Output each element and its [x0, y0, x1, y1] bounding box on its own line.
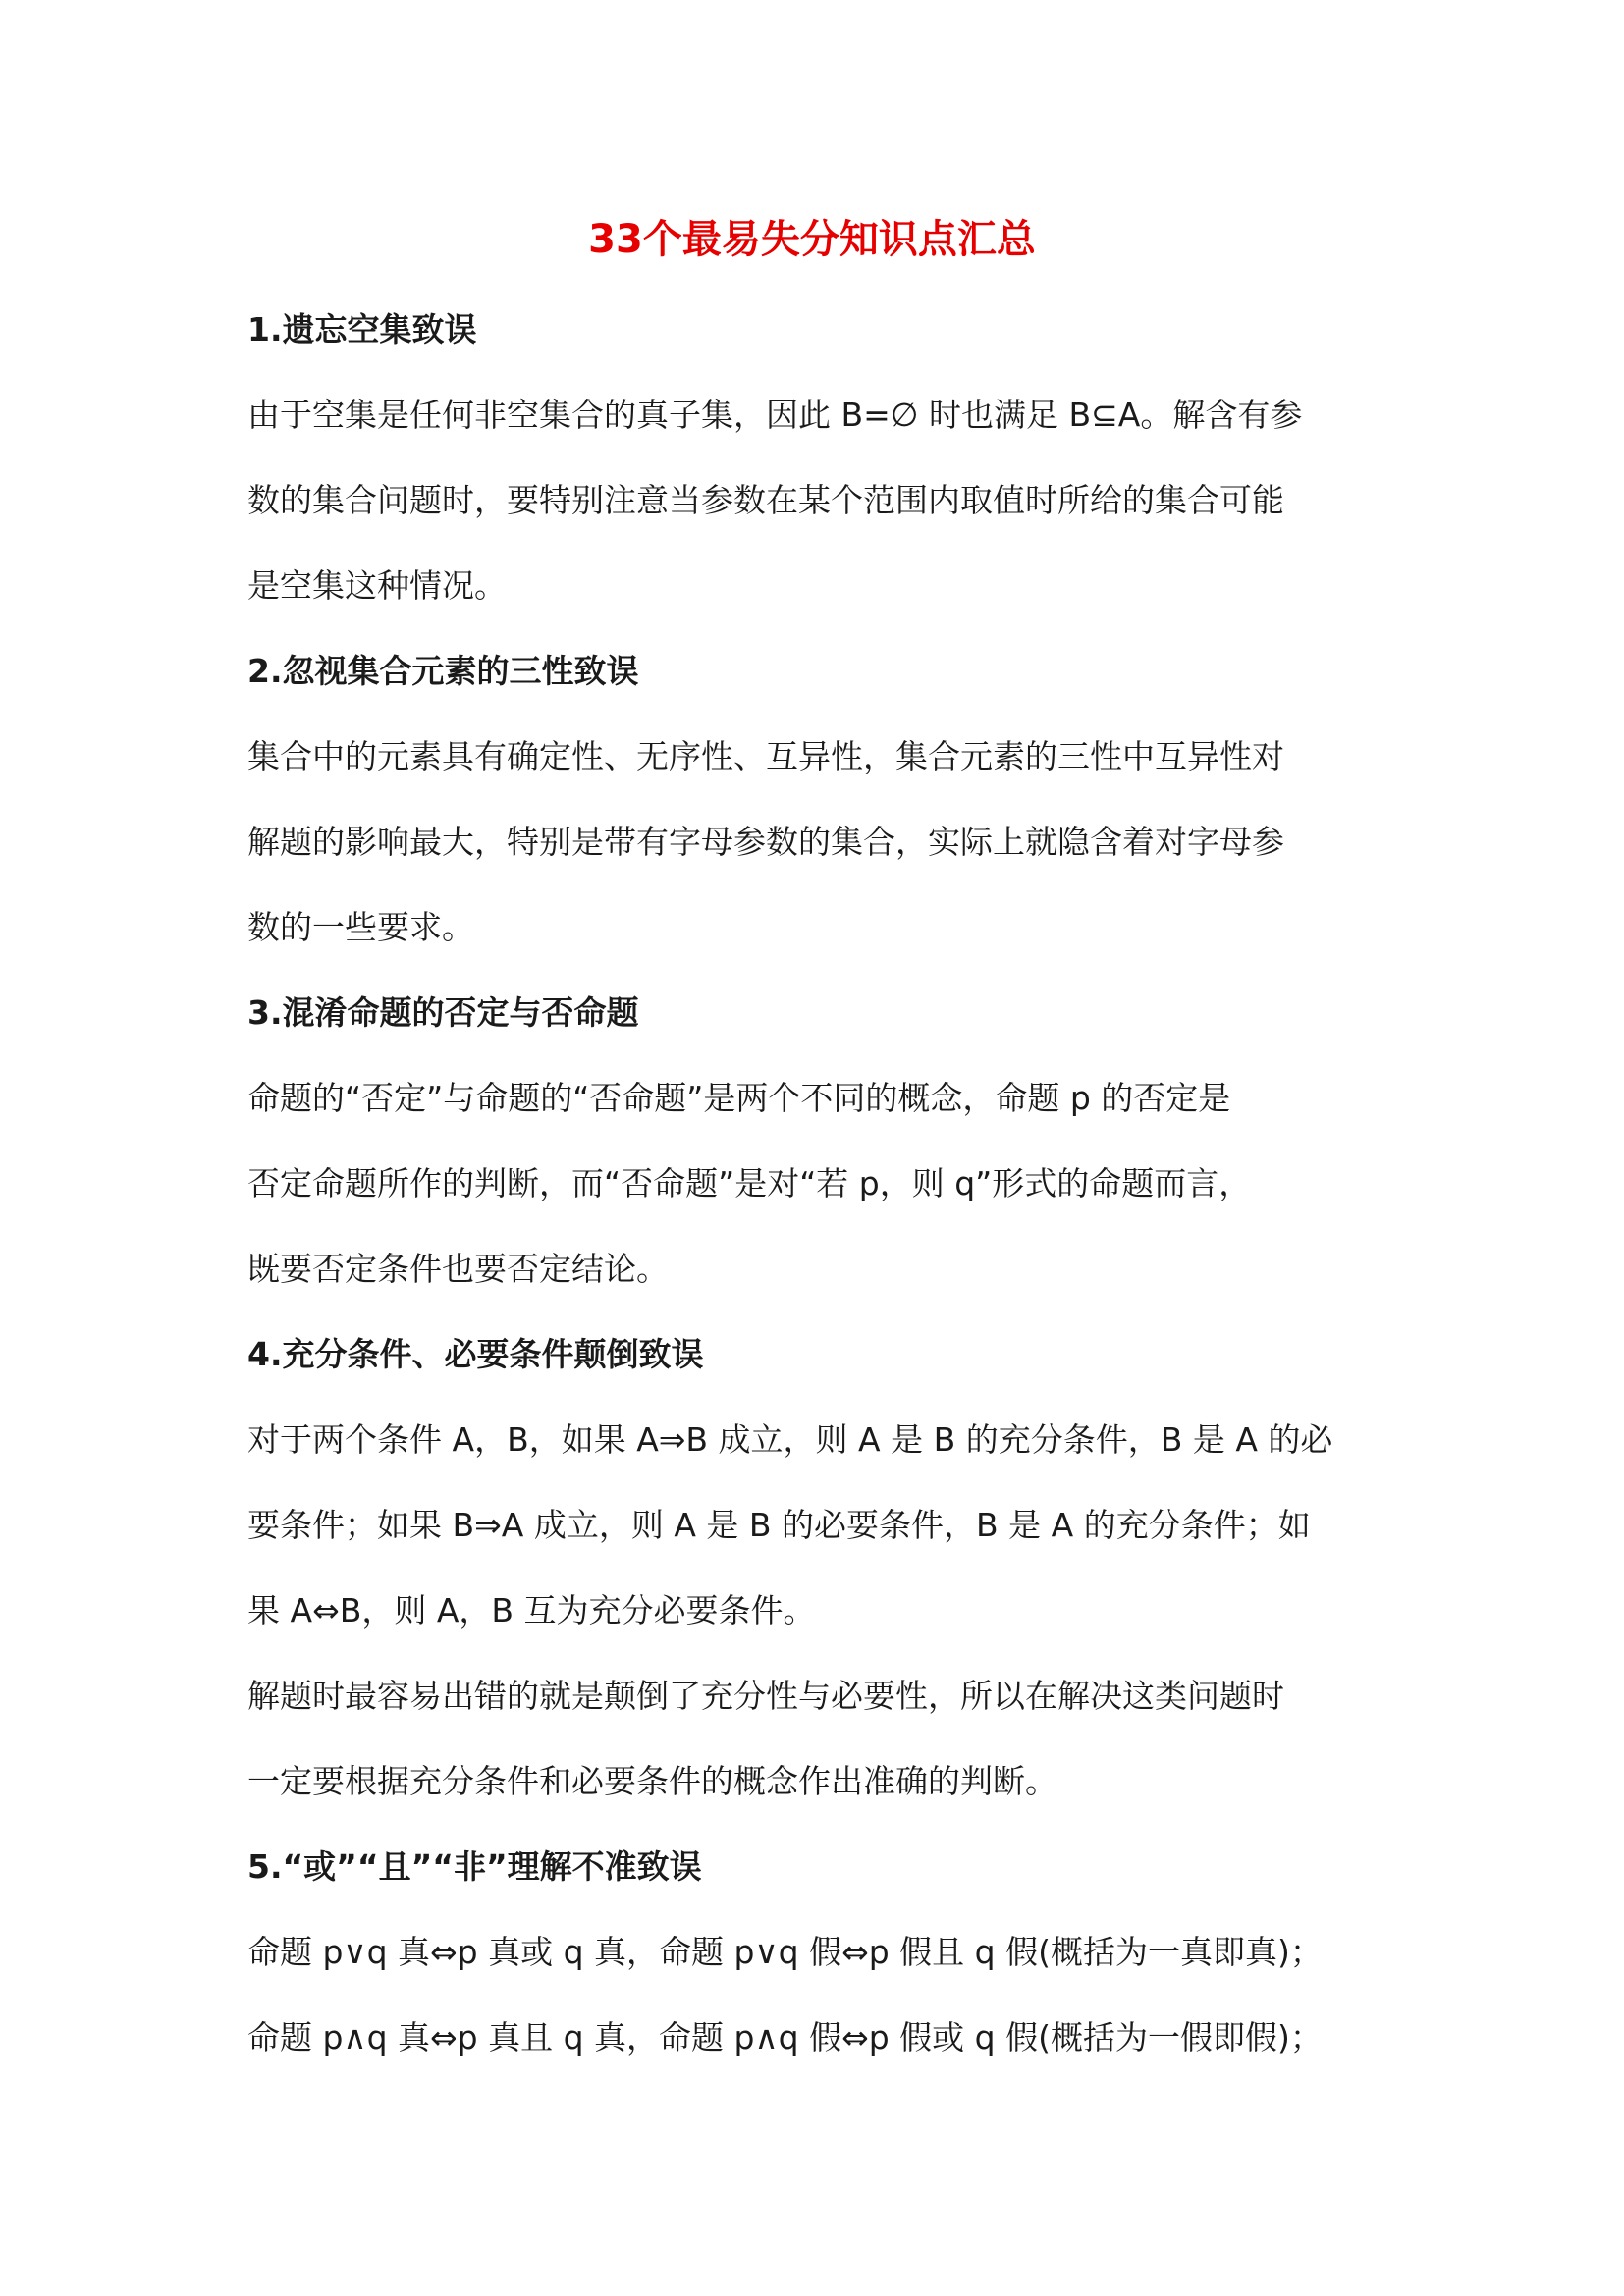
section-heading: 2.忽视集合元素的三性致误: [247, 652, 639, 690]
paragraph-line: 命题的“否定”与命题的“否命题”是两个不同的概念，命题 p 的否定是: [247, 1079, 1231, 1117]
section-4: [247, 1325, 1386, 1811]
page-title: 33个最易失分知识点汇总: [588, 217, 1036, 262]
paragraph-line: 数的集合问题时，要特别注意当参数在某个范围内取值时所给的集合可能: [247, 481, 1284, 519]
section-3: [247, 984, 1386, 1299]
document-body: [247, 300, 1386, 2094]
section-5: [247, 1838, 1386, 2067]
paragraph-line: 是空集这种情况。: [247, 566, 507, 605]
paragraph-line: 解题的影响最大，特别是带有字母参数的集合，实际上就隐含着对字母参: [247, 823, 1284, 861]
paragraph-line: 否定命题所作的判断，而“否命题”是对“若 p，则 q”形式的命题而言，: [247, 1164, 1252, 1202]
paragraph-line: 要条件；如果 B⇒A 成立，则 A 是 B 的必要条件，B 是 A 的充分条件；如: [247, 1506, 1311, 1544]
section-heading: 3.混淆命题的否定与否命题: [247, 993, 639, 1032]
section-heading: 1.遗忘空集致误: [247, 310, 477, 348]
paragraph-line: 集合中的元素具有确定性、无序性、互异性，集合元素的三性中互异性对: [247, 737, 1284, 775]
paragraph-line: 解题时最容易出错的就是颠倒了充分性与必要性，所以在解决这类问题时: [247, 1677, 1284, 1715]
paragraph-line: 既要否定条件也要否定结论。: [247, 1250, 669, 1288]
paragraph-line: 数的一些要求。: [247, 908, 474, 946]
section-1: [247, 300, 1386, 615]
paragraph-line: 对于两个条件 A，B，如果 A⇒B 成立，则 A 是 B 的充分条件，B 是 A 的必: [247, 1420, 1333, 1459]
paragraph-line: 命题 p∨q 真⇔p 真或 q 真，命题 p∨q 假⇔p 假且 q 假(概括为一真即真)；: [247, 1933, 1323, 1971]
section-2: [247, 642, 1386, 957]
paragraph-line: 命题 p∧q 真⇔p 真且 q 真，命题 p∧q 假⇔p 假或 q 假(概括为一假即假)；: [247, 2018, 1323, 2056]
paragraph-line: 果 A⇔B，则 A，B 互为充分必要条件。: [247, 1591, 816, 1629]
section-heading: 4.充分条件、必要条件颠倒致误: [247, 1335, 704, 1373]
paragraph-line: 由于空集是任何非空集合的真子集，因此 B=∅ 时也满足 B⊆A。解含有参: [247, 396, 1303, 434]
paragraph-line: 一定要根据充分条件和必要条件的概念作出准确的判断。: [247, 1762, 1057, 1800]
section-heading: 5.“或”“且”“非”理解不准致误: [247, 1847, 702, 1886]
